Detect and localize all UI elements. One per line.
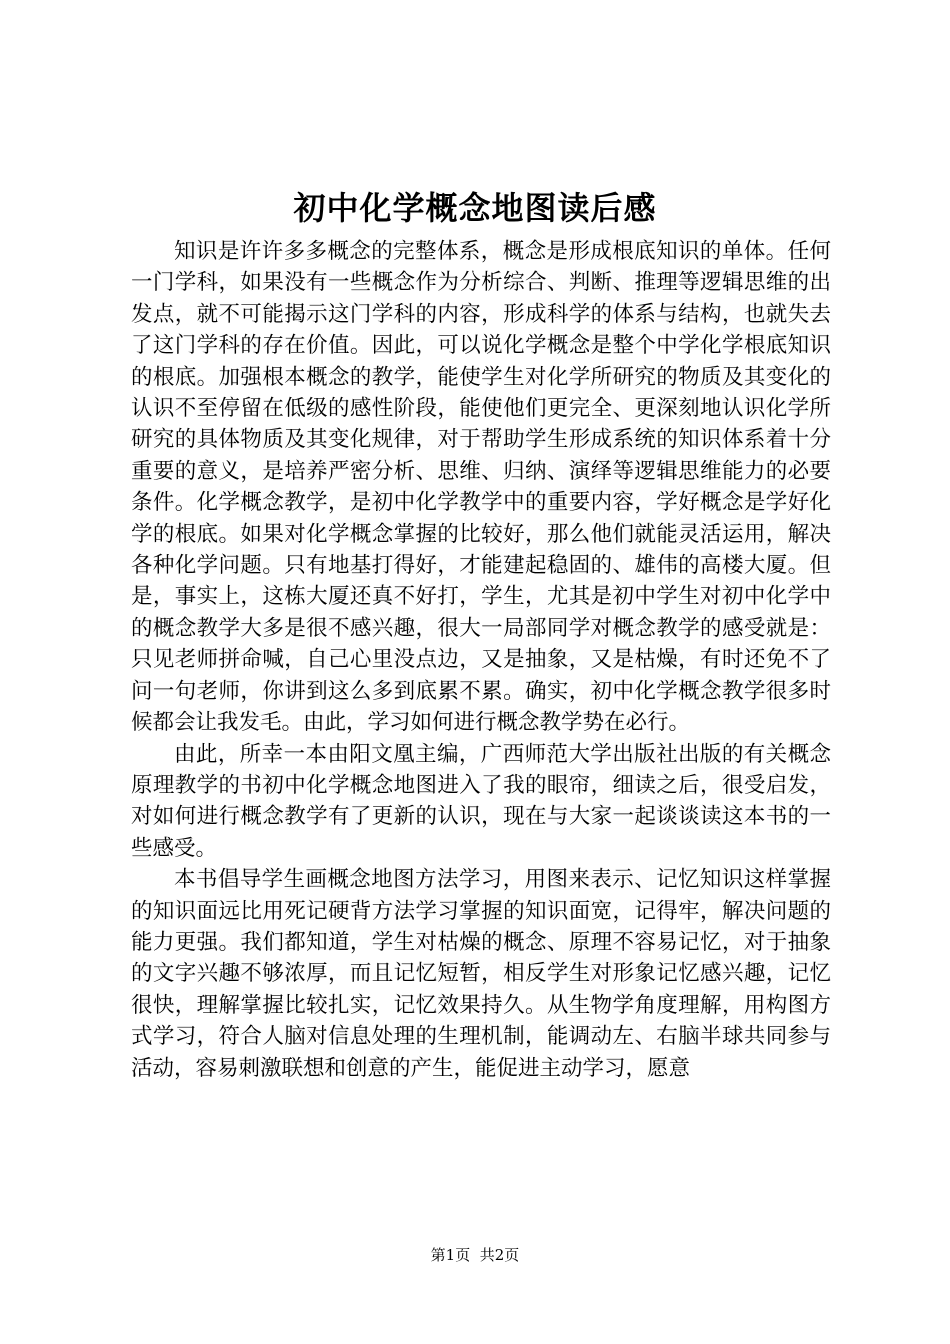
page-footer	[0, 1245, 950, 1265]
document-title: 初中化学概念地图读后感	[293, 189, 657, 227]
paragraph-2: 由此，所幸一本由阳文凰主编，广西师范大学出版社出版的有关概念原理教学的书初中化学概念地图进入了我的眼帘，细读之后，很受启发，对如何进行概念教学有了更新的认识，现在与大家一起谈谈读这本书的一些感受。	[131, 741, 831, 861]
page-number: 第1页	[430, 1246, 471, 1264]
paragraph-3: 本书倡导学生画概念地图方法学习，用图来表示、记忆知识这样掌握的知识面远比用死记硬背方法学习掌握的知识面宽，记得牢，解决问题的能力更强。我们都知道，学生对枯燥的概念、原理不容易记忆，对于抽象的文字兴趣不够浓厚，而且记忆短暂，相反学生对形象记忆感兴趣，记忆很快，理解掌握比较扎实，记忆效果持久。从生物学角度理解，用构图方式学习，符合人脑对信息处理的生理机制，能调动左、右脑半球共同参与活动，容易刺激联想和创意的产生，能促进主动学习，愿意	[131, 867, 831, 1081]
page-total: 共2页	[479, 1246, 520, 1264]
paragraph-1: 知识是许许多多概念的完整体系，概念是形成根底知识的单体。任何一门学科，如果没有一些概念作为分析综合、判断、推理等逻辑思维的出发点，就不可能揭示这门学科的内容，形成科学的体系与结构，也就失去了这门学科的存在价值。因此，可以说化学概念是整个中学化学根底知识的根底。加强根本概念的教学，能使学生对化学所研究的物质及其变化的认识不至停留在低级的感性阶段，能使他们更完全、更深刻地认识化学所研究的具体物质及其变化规律，对于帮助学生形成系统的知识体系着十分重要的意义，是培养严密分析、思维、归纳、演绎等逻辑思维能力的必要条件。化学概念教学，是初中化学教学中的重要内容，学好概念是学好化学的根底。如果对化学概念掌握的比较好，那么他们就能灵活运用，解决各种化学问题。只有地基打得好，才能建起稳固的、雄伟的高楼大厦。但是，事实上，这栋大厦还真不好打，学生，尤其是初中学生对初中化学中的概念教学大多是很不感兴趣，很大一局部同学对概念教学的感受就是：只见老师拼命喊，自己心里没点边，又是抽象，又是枯燥，有时还免不了问一句老师，你讲到这么多到底累不累。确实，初中化学概念教学很多时候都会让我发毛。由此，学习如何进行概念教学势在必行。	[131, 239, 831, 736]
document-body	[131, 236, 831, 1084]
